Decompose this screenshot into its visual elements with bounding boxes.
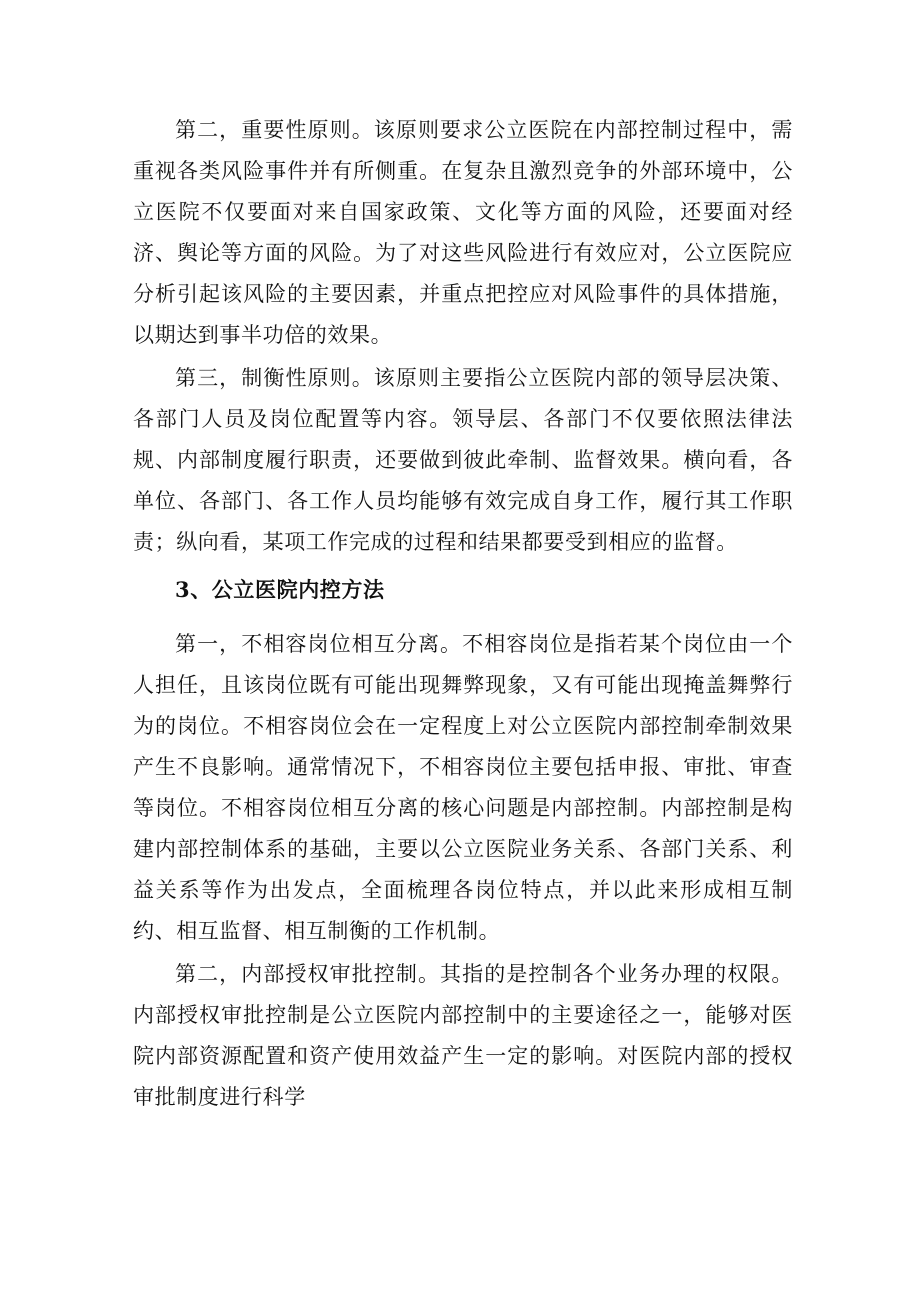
paragraph-incompatible-positions: 第一，不相容岗位相互分离。不相容岗位是指若某个岗位由一个人担任，且该岗位既有可能出现舞弊现象，又有可能出现掩盖舞弊行为的岗位。不相容岗位会在一定程度上对公立医院内部控制牵制效果产生不良影响。通常情况下，不相容岗位主要包括申报、审批、审查等岗位。不相容岗位相互分离的核心问题是内部控制。内部控制是构建内部控制体系的基础，主要以公立医院业务关系、各部门关系、利益关系等作为出发点，全面梳理各岗位特点，并以此来形成相互制约、相互监督、相互制衡的工作机制。	[133, 632, 793, 943]
section-heading: 3、公立医院内控方法	[175, 577, 385, 602]
document-body	[133, 110, 793, 1118]
paragraph-importance-principle: 第二，重要性原则。该原则要求公立医院在内部控制过程中，需重视各类风险事件并有所侧重。在复杂且激烈竞争的外部环境中，公立医院不仅要面对来自国家政策、文化等方面的风险，还要面对经济、舆论等方面的风险。为了对这些风险进行有效应对，公立医院应分析引起该风险的主要因素，并重点把控应对风险事件的具体措施，以期达到事半功倍的效果。	[133, 118, 793, 347]
paragraph-authorization-approval: 第二，内部授权审批控制。其指的是控制各个业务办理的权限。内部授权审批控制是公立医院内部控制中的主要途径之一，能够对医院内部资源配置和资产使用效益产生一定的影响。对医院内部的授权审批制度进行科学	[133, 962, 793, 1109]
paragraph-checks-balances-principle: 第三，制衡性原则。该原则主要指公立医院内部的领导层决策、各部门人员及岗位配置等内容。领导层、各部门不仅要依照法律法规、内部制度履行职责，还要做到彼此牵制、监督效果。横向看，各单位、各部门、各工作人员均能够有效完成自身工作，履行其工作职责；纵向看，某项工作完成的过程和结果都要受到相应的监督。	[133, 366, 793, 554]
